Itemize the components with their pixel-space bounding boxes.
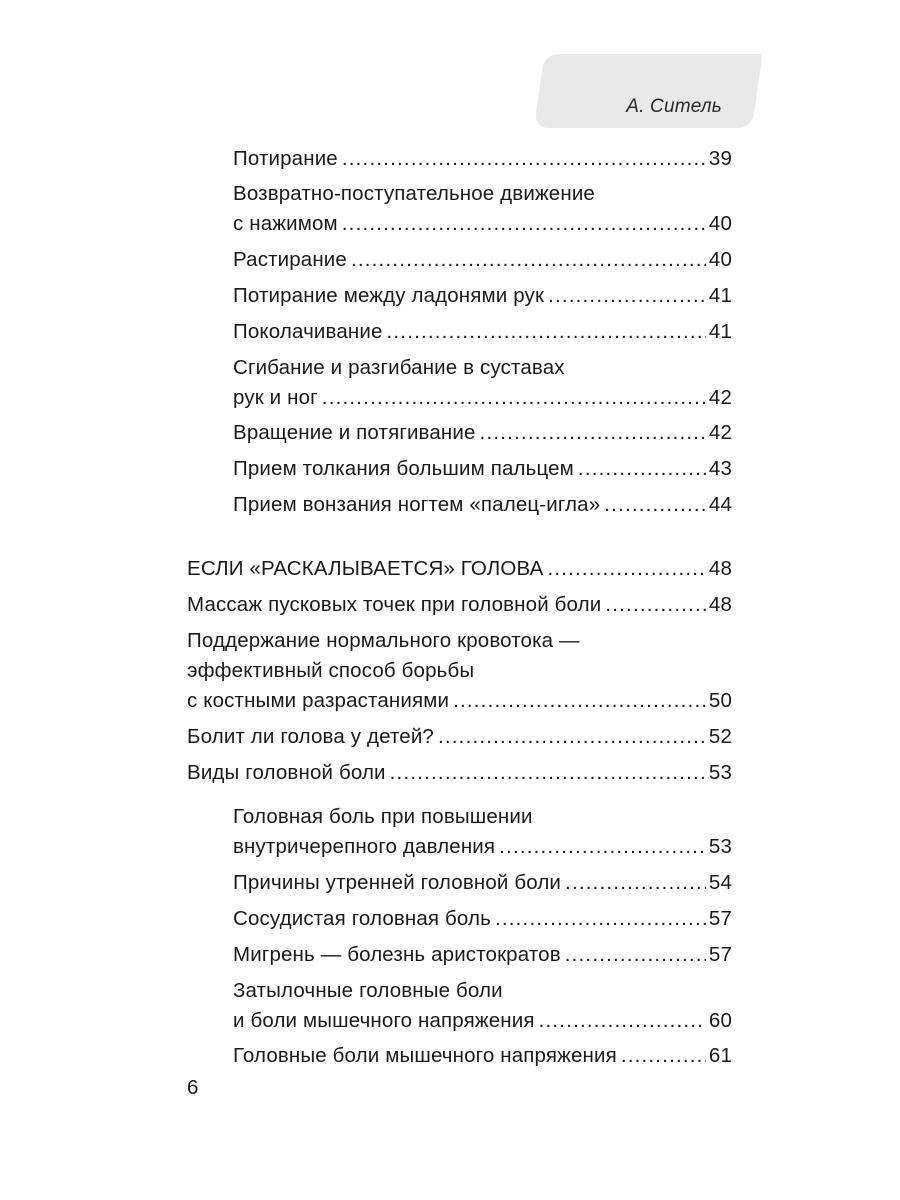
toc-entry-title: с костными разрастаниями <box>187 689 450 712</box>
toc-entry-title-line: Затылочные головные боли <box>233 979 503 1002</box>
toc-entry <box>233 976 732 1036</box>
toc-entry <box>233 802 732 862</box>
toc-entry <box>233 317 732 347</box>
dot-leader <box>438 722 706 752</box>
toc-entry-page: 61 <box>708 1044 732 1067</box>
toc-entry-title: Прием толкания большим пальцем <box>233 457 574 480</box>
toc-entry-continuation <box>187 686 732 716</box>
toc-entry-page: 40 <box>708 248 732 271</box>
dot-leader <box>604 490 706 520</box>
dot-leader <box>548 281 706 311</box>
toc-entry <box>187 722 732 752</box>
toc-entry-title: Потирание между ладонями рук <box>233 284 545 307</box>
toc-entry <box>233 490 732 520</box>
toc-entry-page: 41 <box>708 320 732 343</box>
toc-entry-title: ЕСЛИ «РАСКАЛЫВАЕТСЯ» ГОЛОВА <box>187 557 544 580</box>
toc-entry-title: Болит ли голова у детей? <box>187 725 434 748</box>
toc-entry-title: Головные боли мышечного напряжения <box>233 1044 617 1067</box>
dot-leader <box>322 383 706 413</box>
toc-entry <box>233 904 732 934</box>
toc-entry-title: Сосудистая головная боль <box>233 907 491 930</box>
toc-entry-page: 54 <box>708 871 732 894</box>
toc-entry <box>187 590 732 620</box>
toc-entry <box>233 1041 732 1071</box>
toc-entry-page: 53 <box>708 835 732 858</box>
toc-entry <box>233 454 732 484</box>
dot-leader <box>565 868 706 898</box>
toc-entry-title: Потирание <box>233 147 338 170</box>
toc-entry <box>233 144 732 174</box>
toc-entry <box>233 353 732 413</box>
toc-entry-title: Причины утренней головной боли <box>233 871 562 894</box>
toc-entry-page: 57 <box>708 907 732 930</box>
dot-leader <box>499 832 706 862</box>
toc-entry-title-line: Головная боль при повышении <box>233 805 533 828</box>
toc-entry-page: 43 <box>708 457 732 480</box>
dot-leader <box>621 1041 706 1071</box>
toc-entry <box>233 868 732 898</box>
dot-leader <box>390 758 706 788</box>
dot-leader <box>605 590 706 620</box>
dot-leader <box>387 317 706 347</box>
toc-entry-page: 42 <box>708 386 732 409</box>
toc-entry-page: 44 <box>708 493 732 516</box>
toc-entry-title: Прием вонзания ногтем «палец-игла» <box>233 493 601 516</box>
toc-entry-title: рук и ног <box>233 386 318 409</box>
dot-leader <box>453 686 706 716</box>
toc-entry-page: 53 <box>708 761 732 784</box>
page-number: 6 <box>187 1076 199 1099</box>
toc-entry-title: Растирание <box>233 248 347 271</box>
toc-entry-title: с нажимом <box>233 212 338 235</box>
toc-entry-title: Вращение и потягивание <box>233 421 476 444</box>
toc-entry-page: 48 <box>708 593 732 616</box>
toc-entry-page: 39 <box>708 147 732 170</box>
toc-entry <box>233 281 732 311</box>
toc-entry-page: 42 <box>708 421 732 444</box>
dot-leader <box>565 940 706 970</box>
toc-entry <box>233 245 732 275</box>
toc-entry-title: Массаж пусковых точек при головной боли <box>187 593 602 616</box>
toc-entry-page: 40 <box>708 212 732 235</box>
toc-entry <box>233 940 732 970</box>
toc-entry-title: Виды головной боли <box>187 761 386 784</box>
toc-section-heading <box>187 554 732 584</box>
toc-entry-title: Поколачивание <box>233 320 383 343</box>
toc-entry <box>233 179 732 239</box>
dot-leader <box>342 144 706 174</box>
dot-leader <box>342 209 706 239</box>
toc-entry <box>187 758 732 788</box>
toc-entry-page: 48 <box>708 557 732 580</box>
toc-entry-page: 50 <box>708 689 732 712</box>
toc-entry-page: 57 <box>708 943 732 966</box>
toc-entry-title-line: Возвратно-поступательное движение <box>233 182 595 205</box>
dot-leader <box>495 904 706 934</box>
toc-entry-title: и боли мышечного напряжения <box>233 1009 535 1032</box>
toc-entry-title: Мигрень — болезнь аристократов <box>233 943 561 966</box>
dot-leader <box>480 418 706 448</box>
dot-leader <box>539 1006 706 1036</box>
toc-entry-page: 60 <box>708 1009 732 1032</box>
dot-leader <box>578 454 706 484</box>
toc-entry <box>187 626 617 686</box>
dot-leader <box>351 245 706 275</box>
toc-entry-title-line: Сгибание и разгибание в суставах <box>233 356 565 379</box>
toc-entry-page: 52 <box>708 725 732 748</box>
toc-entry-title: внутричерепного давления <box>233 835 496 858</box>
dot-leader <box>547 554 705 584</box>
toc-entry <box>233 418 732 448</box>
toc-entry-title-line: Поддержание нормального кровотока — эффективный способ борьбы <box>187 629 580 682</box>
toc-entry-page: 41 <box>708 284 732 307</box>
running-header-author: А. Ситель <box>626 96 722 117</box>
